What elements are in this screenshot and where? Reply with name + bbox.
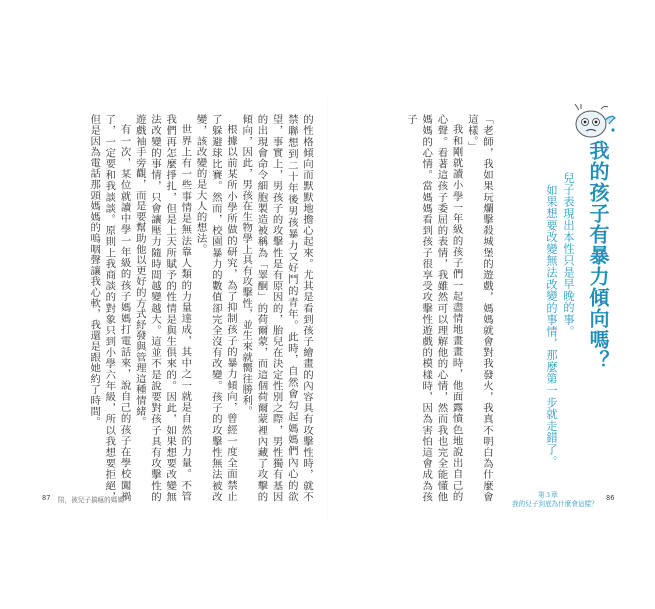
page-gutter: [327, 100, 328, 520]
mascot-icon: [571, 104, 619, 144]
subtitle-line-2: 如果想要改變無法改變的事情，那麼第一步就走錯了。: [545, 184, 558, 468]
body-paragraph: 的性格傾向而默默地擔心起來。尤其是看到孩子繪畫的內容具有攻擊性時，就不禁聯想到二十年後男孩暴力又好鬥的青年。此時，自然會勾起媽媽們內心的欲望，事實上，男孩子的攻擊性是有原因的，胎兒在決定性別之際，男性獨有基因的出現會命令細胞製造被稱為「睪酮」的荷爾蒙，而這個荷爾蒙裡內藏了攻擊的傾向，因此，男孩在生物學上具有攻擊性，並生來就嚮往勝利。: [240, 114, 313, 502]
subtitle-line-1: 兒子表現出本性只是早晚的事。: [562, 172, 575, 338]
right-page-number: 86: [606, 494, 615, 502]
right-page-body: [354, 114, 494, 502]
body-paragraph: 「老師，我如果玩爛擊殺城堡的遊戲，媽媽就會對我發火，我真不明白為什麼會這樣。」: [465, 114, 493, 502]
left-page-body: [88, 114, 314, 502]
body-paragraph: 我和剛就讀小學一年級的孩子們一起盡情地畫畫時，他面露憤色地說出自己的心聲。看著這孩子委屈的表情，我雖然可以理解他的心情，然而我也完全能懂他媽媽的心情。當媽媽看到孩子很享受攻擊性遊戲的模樣時，因為害怕這會成為孩子: [404, 114, 463, 502]
left-running-title: 陪，被兒子搞瘋的媽媽: [58, 496, 124, 504]
left-page-number: 87: [42, 494, 51, 502]
page-title: 我的孩子有暴力傾向嗎？: [586, 140, 610, 371]
right-running-title: 我的兒子到底為什麼會這樣？: [512, 500, 598, 508]
body-paragraph: 有一次，某位就讀中學一年級的孩子媽媽打電話來，說自己的孩子在學校闖禍了，一定要和我談談。原則上我商談的對象只到小學六年級，所以我想要拒絕，但是因為電話那頭媽媽的嗚咽聲讓我心軟，我還是跟她約了時間。: [88, 114, 131, 502]
body-paragraph: 世界上有一些事情是無法靠人類的力量達成，其中之一就是自然的力量。不管我們再怎麼掙扎，但是上天所賦予的性情是與生俱來的。因此，如果想要改變無法改變的事情，只會讓壓力隨時間越變越大。這並不是說要對孩子具有攻擊性的遊戲袖手旁觀，而是要幫助他以更好的方式紓發與管理這種情緒。: [133, 114, 192, 502]
right-chapter-label: 第３章: [538, 491, 558, 499]
body-paragraph: 根據以前某所小學所做的研究，為了抑制孩子的暴力傾向，曾經一度全面禁止了躲避球比賽。然而，校園暴力的數值卻完全沒有改變。孩子的攻擊性無法被改變，該改變的是大人的想法。: [194, 114, 237, 502]
